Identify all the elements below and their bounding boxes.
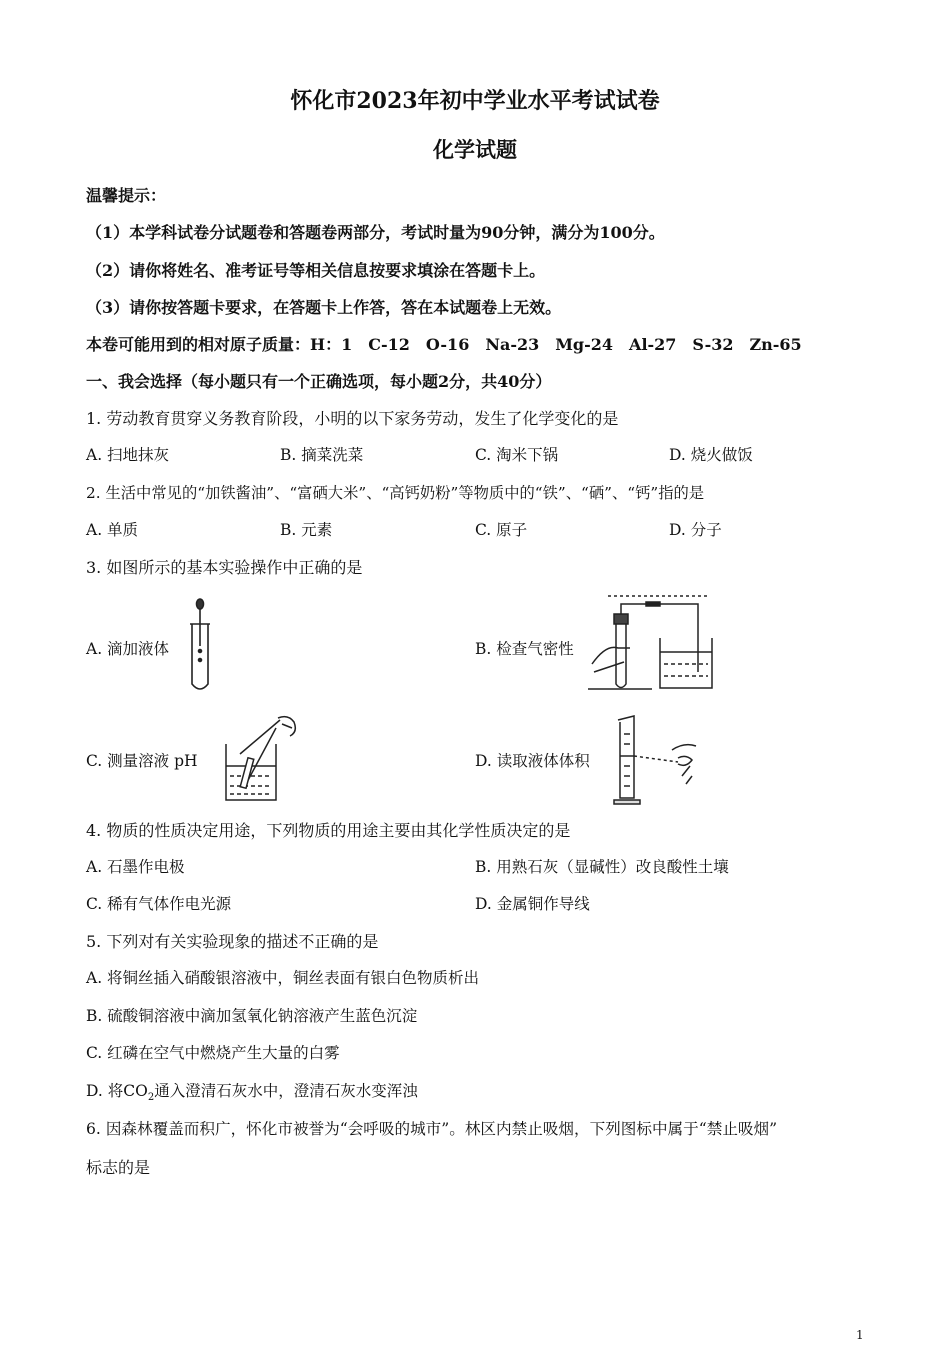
q4-option-a: A. 石墨作电极 (86, 858, 185, 876)
q3-option-a: A. 滴加液体 (86, 640, 170, 658)
page-number: 1 (856, 1328, 864, 1342)
q1-option-c: C. 淘米下锅 (475, 446, 559, 464)
q5-option-c: C. 红磷在空气中燃烧产生大量的白雾 (86, 1044, 340, 1062)
q1-option-a: A. 扫地抹灰 (86, 446, 170, 464)
co2-formula-main: CO (123, 1082, 148, 1100)
exam-subtitle: 化学试题 (433, 137, 517, 162)
q5-option-b: B. 硫酸铜溶液中滴加氢氧化钠溶液产生蓝色沉淀 (86, 1007, 418, 1025)
exam-title: 怀化市2023年初中学业水平考试试卷 (290, 88, 660, 114)
q4-option-c: C. 稀有气体作电光源 (86, 895, 232, 913)
q4-option-d: D. 金属铜作导线 (475, 895, 590, 913)
q2-option-d: D. 分子 (669, 521, 722, 539)
q5-option-d-tail: 通入澄清石灰水中，澄清石灰水变浑浊 (154, 1082, 418, 1100)
question-6-stem-cont: 标志的是 (86, 1158, 151, 1177)
dropper-test-tube-figure (180, 596, 220, 696)
q5-option-d (86, 1079, 418, 1103)
q3-option-c: C. 测量溶液 pH (86, 752, 198, 770)
ph-measurement-figure (220, 714, 310, 804)
question-3-stem: 3. 如图所示的基本实验操作中正确的是 (86, 558, 363, 577)
cylinder-reading-figure (612, 714, 702, 806)
q3-option-b: B. 检查气密性 (475, 640, 574, 658)
q2-option-a: A. 单质 (86, 521, 139, 539)
tip-2: （2）请你将姓名、准考证号等相关信息按要求填涂在答题卡上。 (86, 261, 546, 280)
question-5-stem: 5. 下列对有关实验现象的描述不正确的是 (86, 932, 379, 951)
q3-option-d: D. 读取液体体积 (475, 752, 590, 770)
airtightness-check-figure (588, 592, 718, 692)
q5-option-d-head: D. 将 (86, 1082, 124, 1100)
question-4-stem: 4. 物质的性质决定用途，下列物质的用途主要由其化学性质决定的是 (86, 821, 571, 840)
section-heading: 一、我会选择（每小题只有一个正确选项，每小题2分，共40分） (86, 372, 552, 391)
q2-option-b: B. 元素 (280, 521, 333, 539)
tip-3: （3）请你按答题卡要求，在答题卡上作答，答在本试题卷上无效。 (86, 298, 562, 317)
atomic-masses: 本卷可能用到的相对原子质量：H：1 C-12 O-16 Na-23 Mg-24 Al-27 S-32 Zn-65 (86, 335, 802, 354)
co2-formula (123, 1082, 155, 1104)
question-1-stem: 1. 劳动教育贯穿义务教育阶段，小明的以下家务劳动，发生了化学变化的是 (86, 409, 619, 428)
co2-formula-sub: 2 (147, 1092, 155, 1104)
tips-heading: 温馨提示： (86, 186, 167, 205)
question-6-stem: 6. 因森林覆盖而积广，怀化市被誉为“会呼吸的城市”。林区内禁止吸烟，下列图标中属于“禁止吸烟” (86, 1120, 778, 1138)
tip-1: （1）本学科试卷分试题卷和答题卷两部分，考试时量为90分钟，满分为100分。 (86, 223, 665, 242)
q2-option-c: C. 原子 (475, 521, 528, 539)
question-2-stem: 2. 生活中常见的“加铁酱油”、“富硒大米”、“高钙奶粉”等物质中的“铁”、“硒”、“钙”指的是 (86, 484, 705, 502)
q1-option-b: B. 摘菜洗菜 (280, 446, 364, 464)
q4-option-b: B. 用熟石灰（显碱性）改良酸性土壤 (475, 858, 729, 876)
q5-option-a: A. 将铜丝插入硝酸银溶液中，铜丝表面有银白色物质析出 (86, 969, 480, 987)
q1-option-d: D. 烧火做饭 (669, 446, 753, 464)
